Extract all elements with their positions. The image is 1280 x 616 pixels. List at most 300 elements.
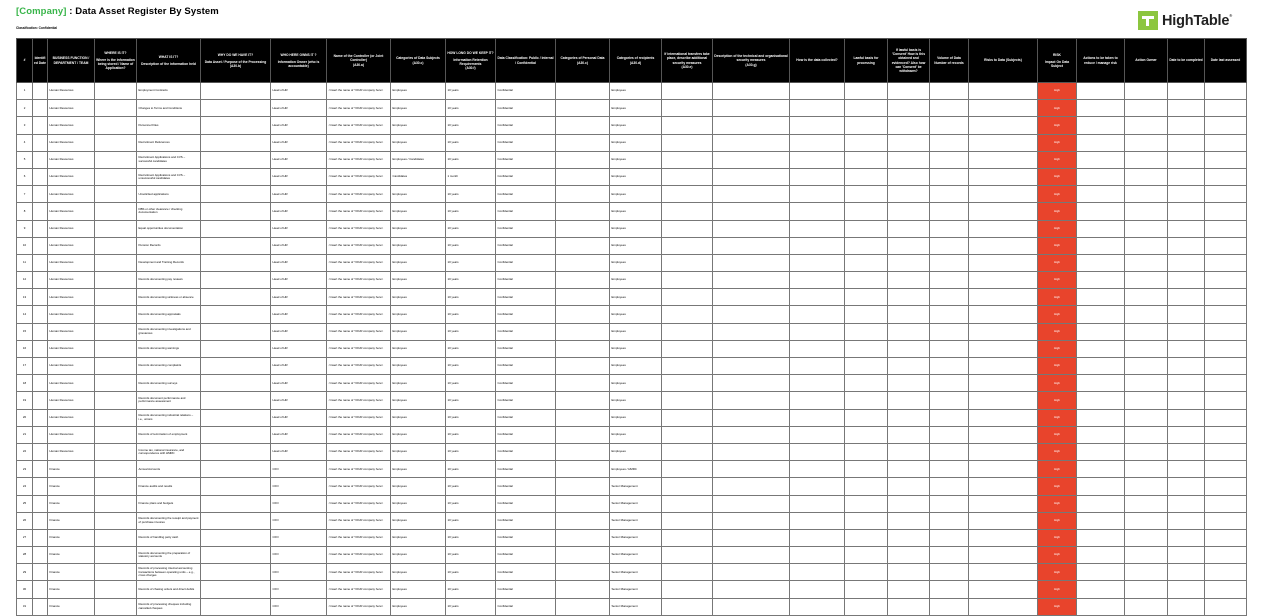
empty-cell (790, 529, 845, 546)
empty-cell (1125, 237, 1168, 254)
information-owner-cell: Head of HR (271, 220, 327, 237)
column-header-label: Information Retention Requirements (453, 57, 488, 66)
risk-impact-cell: High (1038, 409, 1077, 426)
column-header (33, 39, 48, 83)
risk-impact-cell: High (1038, 272, 1077, 289)
column-header-label: Data Classification: Public / Internal / Confidential (497, 56, 554, 65)
empty-cell (713, 134, 790, 151)
controller-cell: <insert the name of YOUR company here> (327, 581, 391, 598)
empty-cell (1168, 409, 1205, 426)
information-owner-cell: Head of HR (271, 237, 327, 254)
empty-cell (1077, 478, 1125, 495)
description-cell: Recruitment Applications and CVS – unsuccessful candidates (137, 168, 201, 185)
empty-cell (201, 237, 271, 254)
empty-cell (888, 461, 930, 478)
classification-cell: Confidential (496, 306, 556, 323)
empty-cell (1125, 340, 1168, 357)
retention-cell: 10 years (446, 461, 496, 478)
information-owner-cell: Head of HR (271, 168, 327, 185)
column-header-label: Categories of Data Subjects (396, 56, 440, 61)
logo-text: HighTable® (1162, 12, 1232, 29)
empty-cell (1077, 83, 1125, 100)
empty-cell (1205, 581, 1247, 598)
controller-cell: <insert the name of YOUR company here> (327, 220, 391, 237)
column-header (662, 39, 713, 83)
empty-cell (201, 203, 271, 220)
row-number: 23 (17, 461, 33, 478)
empty-cell (95, 134, 137, 151)
column-header (888, 39, 930, 83)
description-cell: DBS or other clearance / checking documentation (137, 203, 201, 220)
description-cell: Personnel Files (137, 117, 201, 134)
empty-cell (930, 443, 969, 460)
empty-cell (790, 323, 845, 340)
classification-cell: Confidential (496, 495, 556, 512)
empty-cell (969, 254, 1038, 271)
classification-cell: Confidential (496, 272, 556, 289)
recipients-cell: Senior Management (610, 547, 662, 564)
empty-cell (201, 564, 271, 581)
row-number: 9 (17, 220, 33, 237)
empty-cell (888, 478, 930, 495)
empty-cell (845, 168, 888, 185)
empty-cell (1168, 134, 1205, 151)
empty-cell (969, 186, 1038, 203)
empty-cell (662, 100, 713, 117)
classification-cell: Confidential (496, 83, 556, 100)
empty-cell (33, 426, 48, 443)
empty-cell (790, 254, 845, 271)
empty-cell (930, 186, 969, 203)
retention-cell: 10 years (446, 220, 496, 237)
empty-cell (1125, 358, 1168, 375)
table-row (17, 409, 1247, 426)
empty-cell (662, 478, 713, 495)
description-cell: Income tax, national insurance, and correspondence with HMRC (137, 443, 201, 460)
column-header-label: Date to be completed (1169, 58, 1203, 63)
empty-cell (662, 529, 713, 546)
row-number: 20 (17, 409, 33, 426)
classification-cell: Confidential (496, 203, 556, 220)
empty-cell (790, 461, 845, 478)
empty-cell (201, 272, 271, 289)
table-row (17, 512, 1247, 529)
empty-cell (969, 100, 1038, 117)
empty-cell (33, 254, 48, 271)
empty-cell (969, 340, 1038, 357)
empty-cell (201, 83, 271, 100)
empty-cell (1077, 151, 1125, 168)
table-row (17, 426, 1247, 443)
empty-cell (662, 151, 713, 168)
empty-cell (556, 272, 610, 289)
empty-cell (969, 426, 1038, 443)
empty-cell (969, 151, 1038, 168)
empty-cell (662, 512, 713, 529)
empty-cell (662, 409, 713, 426)
column-header (17, 39, 33, 83)
empty-cell (969, 547, 1038, 564)
empty-cell (1168, 272, 1205, 289)
recipients-cell: Employees (610, 203, 662, 220)
empty-cell (1125, 203, 1168, 220)
controller-cell: <insert the name of YOUR company here> (327, 512, 391, 529)
empty-cell (95, 495, 137, 512)
description-cell: Recruitment References (137, 134, 201, 151)
column-header-label: Description of the technical and organisational security measures (714, 54, 788, 63)
description-cell: Records of processing internal accounting transactions between operating units – e.g., cross charges (137, 564, 201, 581)
empty-cell (1168, 289, 1205, 306)
empty-cell (930, 478, 969, 495)
empty-cell (662, 220, 713, 237)
empty-cell (1205, 512, 1247, 529)
information-owner-cell: CFO (271, 529, 327, 546)
description-cell: Records documenting the preparation of statutory accounts (137, 547, 201, 564)
empty-cell (1168, 392, 1205, 409)
business-function-cell: Human Resources (48, 426, 95, 443)
empty-cell (790, 203, 845, 220)
retention-cell: 1 month (446, 168, 496, 185)
column-header-label: Risks to Data (Subjects) (984, 58, 1022, 63)
empty-cell (201, 117, 271, 134)
empty-cell (845, 461, 888, 478)
retention-cell: 10 years (446, 564, 496, 581)
empty-cell (969, 495, 1038, 512)
empty-cell (713, 83, 790, 100)
empty-cell (201, 529, 271, 546)
empty-cell (1205, 289, 1247, 306)
empty-cell (556, 358, 610, 375)
empty-cell (95, 203, 137, 220)
empty-cell (1205, 495, 1247, 512)
empty-cell (1205, 375, 1247, 392)
empty-cell (930, 289, 969, 306)
empty-cell (201, 512, 271, 529)
empty-cell (790, 547, 845, 564)
empty-cell (930, 598, 969, 615)
empty-cell (33, 272, 48, 289)
empty-cell (201, 495, 271, 512)
description-cell: Records of handling petty cash (137, 529, 201, 546)
empty-cell (1077, 289, 1125, 306)
controller-cell: <insert the name of YOUR company here> (327, 289, 391, 306)
empty-cell (713, 409, 790, 426)
empty-cell (1168, 186, 1205, 203)
empty-cell (1205, 272, 1247, 289)
data-subjects-cell: Employees (391, 564, 446, 581)
empty-cell (662, 306, 713, 323)
business-function-cell: Human Resources (48, 358, 95, 375)
controller-cell: <insert the name of YOUR company here> (327, 461, 391, 478)
recipients-cell: Employees (610, 237, 662, 254)
empty-cell (1205, 220, 1247, 237)
empty-cell (662, 375, 713, 392)
information-owner-cell: CFO (271, 495, 327, 512)
data-subjects-cell: Employees (391, 306, 446, 323)
empty-cell (1125, 254, 1168, 271)
business-function-cell: Human Resources (48, 443, 95, 460)
risk-impact-cell: High (1038, 151, 1077, 168)
classification-cell: Confidential (496, 134, 556, 151)
column-header-article-ref: (A30.d) (629, 60, 642, 65)
column-header (95, 39, 137, 83)
empty-cell (845, 375, 888, 392)
empty-cell (33, 168, 48, 185)
empty-cell (1077, 495, 1125, 512)
column-header-label: How is the data collected? (796, 58, 838, 63)
data-subjects-cell: Employees (391, 117, 446, 134)
classification-cell: Confidential (496, 117, 556, 134)
classification-cell: Confidential (496, 529, 556, 546)
empty-cell (845, 134, 888, 151)
empty-cell (201, 392, 271, 409)
empty-cell (1125, 478, 1168, 495)
description-cell: Records documenting industrial relations – i.e., unions (137, 409, 201, 426)
empty-cell (1205, 100, 1247, 117)
empty-cell (969, 83, 1038, 100)
empty-cell (1125, 168, 1168, 185)
table-row (17, 134, 1247, 151)
controller-cell: <insert the name of YOUR company here> (327, 306, 391, 323)
retention-cell: 10 years (446, 512, 496, 529)
empty-cell (556, 220, 610, 237)
empty-cell (201, 426, 271, 443)
controller-cell: <insert the name of YOUR company here> (327, 117, 391, 134)
data-subjects-cell: Employees (391, 340, 446, 357)
empty-cell (790, 289, 845, 306)
empty-cell (1168, 117, 1205, 134)
classification-cell: Confidential (496, 478, 556, 495)
empty-cell (1205, 598, 1247, 615)
description-cell: Records documenting sickness or absence (137, 289, 201, 306)
empty-cell (713, 461, 790, 478)
empty-cell (1205, 358, 1247, 375)
recipients-cell: Employees (610, 340, 662, 357)
table-row (17, 272, 1247, 289)
empty-cell (845, 443, 888, 460)
column-header (1125, 39, 1168, 83)
row-number: 14 (17, 306, 33, 323)
description-cell: Records documenting surveys (137, 375, 201, 392)
risk-impact-cell: High (1038, 495, 1077, 512)
empty-cell (556, 461, 610, 478)
empty-cell (713, 495, 790, 512)
empty-cell (1077, 220, 1125, 237)
retention-cell: 10 years (446, 598, 496, 615)
empty-cell (201, 340, 271, 357)
empty-cell (662, 598, 713, 615)
empty-cell (1077, 254, 1125, 271)
empty-cell (33, 358, 48, 375)
empty-cell (969, 237, 1038, 254)
description-cell: Finance audits and results (137, 478, 201, 495)
empty-cell (1205, 478, 1247, 495)
empty-cell (930, 220, 969, 237)
data-subjects-cell: Employees (391, 358, 446, 375)
empty-cell (845, 100, 888, 117)
empty-cell (888, 564, 930, 581)
empty-cell (662, 358, 713, 375)
business-function-cell: Human Resources (48, 409, 95, 426)
business-function-cell: Human Resources (48, 203, 95, 220)
recipients-cell: Senior Management (610, 581, 662, 598)
empty-cell (888, 426, 930, 443)
description-cell: Development and Training Records (137, 254, 201, 271)
column-header-label: Information Owner (who is accountable) (277, 59, 320, 69)
empty-cell (969, 392, 1038, 409)
empty-cell (1125, 392, 1168, 409)
recipients-cell: Senior Management (610, 478, 662, 495)
empty-cell (845, 83, 888, 100)
retention-cell: 10 years (446, 478, 496, 495)
empty-cell (969, 409, 1038, 426)
row-number: 24 (17, 478, 33, 495)
row-number: 4 (17, 134, 33, 151)
empty-cell (969, 289, 1038, 306)
empty-cell (556, 323, 610, 340)
row-number: 25 (17, 495, 33, 512)
empty-cell (888, 358, 930, 375)
empty-cell (1077, 306, 1125, 323)
information-owner-cell: Head of HR (271, 409, 327, 426)
empty-cell (845, 409, 888, 426)
classification-cell: Confidential (496, 237, 556, 254)
empty-cell (790, 83, 845, 100)
information-owner-cell: Head of HR (271, 254, 327, 271)
column-header-label: Name of the Controller (or Joint Controller) (333, 54, 384, 63)
business-function-cell: Human Resources (48, 323, 95, 340)
empty-cell (969, 512, 1038, 529)
business-function-cell: Finance (48, 478, 95, 495)
empty-cell (790, 409, 845, 426)
data-subjects-cell: Candidates (391, 168, 446, 185)
empty-cell (845, 358, 888, 375)
empty-cell (33, 134, 48, 151)
retention-cell: 10 years (446, 392, 496, 409)
retention-cell: 10 years (446, 529, 496, 546)
data-subjects-cell: Employees (391, 254, 446, 271)
column-header (1077, 39, 1125, 83)
business-function-cell: Finance (48, 564, 95, 581)
empty-cell (888, 100, 930, 117)
data-subjects-cell: Employees (391, 598, 446, 615)
column-header-article-ref: (A30.g) (745, 62, 757, 67)
empty-cell (556, 392, 610, 409)
empty-cell (662, 547, 713, 564)
empty-cell (662, 495, 713, 512)
data-subjects-cell: Employees (391, 323, 446, 340)
empty-cell (1168, 512, 1205, 529)
recipients-cell: Senior Management (610, 512, 662, 529)
recipients-cell: Employees (610, 358, 662, 375)
empty-cell (790, 426, 845, 443)
empty-cell (790, 512, 845, 529)
business-function-cell: Finance (48, 581, 95, 598)
empty-cell (930, 168, 969, 185)
column-header (930, 39, 969, 83)
empty-cell (1077, 375, 1125, 392)
recipients-cell: Senior Management (610, 495, 662, 512)
column-header-article-ref: (A30.c) (412, 60, 424, 65)
data-subjects-cell: Employees (391, 547, 446, 564)
empty-cell (845, 529, 888, 546)
empty-cell (1205, 168, 1247, 185)
empty-cell (201, 100, 271, 117)
empty-cell (33, 461, 48, 478)
empty-cell (1125, 83, 1168, 100)
retention-cell: 10 years (446, 186, 496, 203)
empty-cell (845, 581, 888, 598)
column-header-label: If international transfers take place, describe additional security measures (664, 52, 710, 65)
description-cell: Finance plans and budgets (137, 495, 201, 512)
empty-cell (95, 100, 137, 117)
row-number: 12 (17, 272, 33, 289)
risk-impact-cell: High (1038, 478, 1077, 495)
empty-cell (1168, 203, 1205, 220)
recipients-cell: Employees (610, 289, 662, 306)
empty-cell (95, 512, 137, 529)
empty-cell (713, 289, 790, 306)
row-number: 17 (17, 358, 33, 375)
empty-cell (845, 306, 888, 323)
table-row (17, 581, 1247, 598)
empty-cell (95, 392, 137, 409)
data-subjects-cell: Employees (391, 134, 446, 151)
empty-cell (969, 478, 1038, 495)
empty-cell (713, 547, 790, 564)
empty-cell (845, 186, 888, 203)
description-cell: Records documenting appraisals (137, 306, 201, 323)
empty-cell (95, 306, 137, 323)
description-cell: Records document performance and performance assessment (137, 392, 201, 409)
risk-impact-cell: High (1038, 117, 1077, 134)
empty-cell (888, 375, 930, 392)
information-owner-cell: CFO (271, 461, 327, 478)
column-header (713, 39, 790, 83)
row-number: 8 (17, 203, 33, 220)
empty-cell (1205, 134, 1247, 151)
risk-impact-cell: High (1038, 83, 1077, 100)
empty-cell (713, 375, 790, 392)
table-row (17, 547, 1247, 564)
empty-cell (1205, 117, 1247, 134)
controller-cell: <insert the name of YOUR company here> (327, 151, 391, 168)
recipients-cell: Employees (610, 392, 662, 409)
controller-cell: <insert the name of YOUR company here> (327, 323, 391, 340)
risk-impact-cell: High (1038, 529, 1077, 546)
controller-cell: <insert the name of YOUR company here> (327, 254, 391, 271)
empty-cell (790, 168, 845, 185)
empty-cell (930, 495, 969, 512)
empty-cell (969, 134, 1038, 151)
empty-cell (95, 83, 137, 100)
empty-cell (662, 289, 713, 306)
empty-cell (1077, 581, 1125, 598)
column-header-group: WHY DO WE HAVE IT? (217, 52, 254, 57)
empty-cell (790, 495, 845, 512)
column-header (496, 39, 556, 83)
empty-cell (845, 478, 888, 495)
empty-cell (95, 375, 137, 392)
empty-cell (969, 443, 1038, 460)
risk-impact-cell: High (1038, 426, 1077, 443)
empty-cell (1205, 409, 1247, 426)
empty-cell (201, 598, 271, 615)
data-subjects-cell: Employees (391, 581, 446, 598)
empty-cell (1168, 581, 1205, 598)
empty-cell (662, 83, 713, 100)
row-number: 3 (17, 117, 33, 134)
